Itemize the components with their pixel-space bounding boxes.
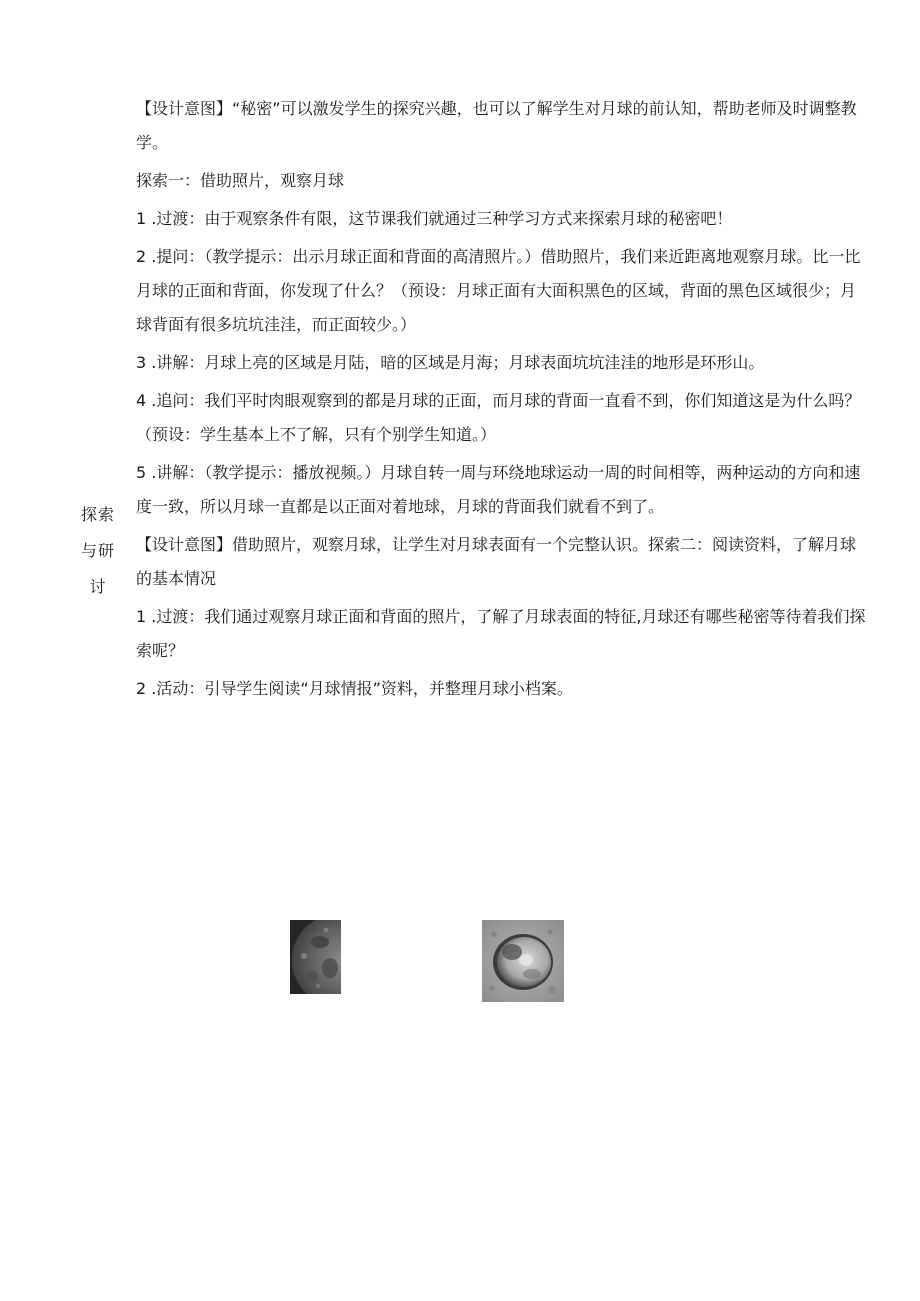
explore-two-step-2: 2 .活动：引导学生阅读“月球情报”资料，并整理月球小档案。 (136, 679, 573, 698)
moon-photo-image (290, 920, 341, 994)
explore-two-step-1: 1 .过渡：我们通过观察月球正面和背面的照片，了解了月球表面的特征,月球还有哪些秘密等待着我们探索呢？ (136, 607, 866, 660)
step-4-follow-up: 4 .追问：我们平时肉眼观察到的都是月球的正面，而月球的背面一直看不到，你们知道这是为什么吗？（预设：学生基本上不了解，只有个别学生知道。） (136, 391, 861, 444)
explore-one-heading: 探索一：借助照片，观察月球 (136, 171, 345, 190)
step-3-explanation: 3 .讲解：月球上亮的区域是月陆，暗的区域是月海；月球表面坑坑洼洼的地形是环形山。 (136, 353, 765, 372)
step-5-explanation: 5 .讲解：（教学提示：播放视频。）月球自转一周与环绕地球运动一周的时间相等，两种运动的方向和速度一致，所以月球一直都是以正面对着地球，月球的背面我们就看不到了。 (136, 463, 861, 516)
side-label-line-1: 探索 (80, 505, 115, 524)
side-label-line-3: 讨 (89, 577, 107, 596)
section-side-label (78, 497, 118, 605)
design-intent-paragraph-1: 【设计意图】“秘密”可以激发学生的探究兴趣，也可以了解学生对月球的前认知，帮助老师及时调整教学。 (136, 99, 857, 152)
side-label-line-2: 与研 (80, 541, 115, 560)
crater-photo-image (482, 920, 564, 1002)
lesson-content (136, 92, 866, 706)
design-intent-paragraph-2: 【设计意图】借助照片，观察月球，让学生对月球表面有一个完整认识。探索二：阅读资料，了解月球的基本情况 (136, 535, 857, 588)
step-2-question: 2 .提问：（教学提示：出示月球正面和背面的高清照片。）借助照片，我们来近距离地观察月球。比一比月球的正面和背面，你发现了什么？（预设：月球正面有大面积黑色的区域，背面的黑色区域很少；月球背面有很多坑坑洼洼，而正面较少。） (136, 247, 861, 334)
step-1-transition: 1 .过渡：由于观察条件有限，这节课我们就通过三种学习方式来探索月球的秘密吧！ (136, 209, 733, 228)
